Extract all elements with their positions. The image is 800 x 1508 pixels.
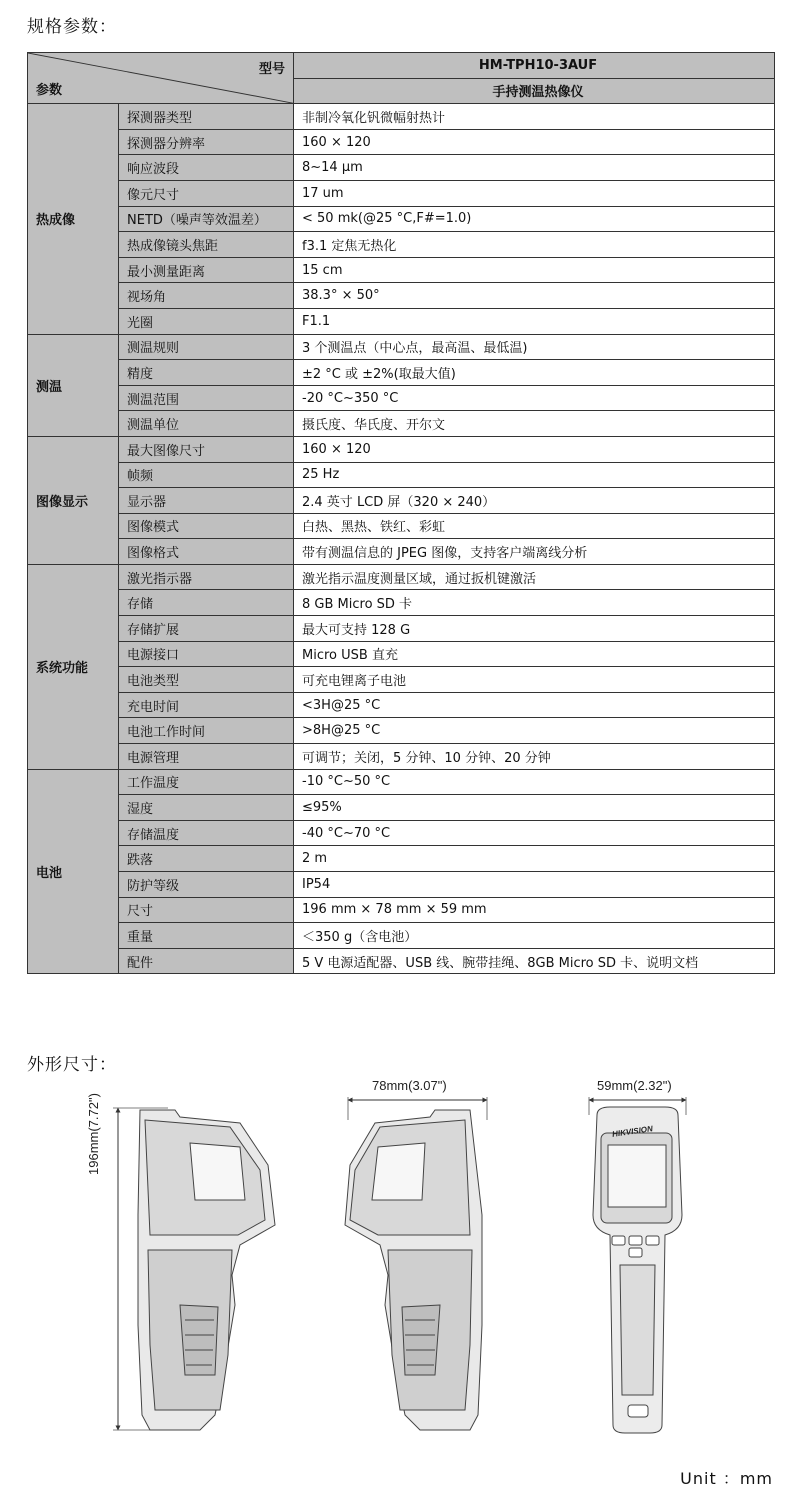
parameter-name-cell: 探测器类型 [119,104,294,130]
parameter-value-cell: -40 °C~70 °C [294,820,775,846]
parameter-name-cell: 最大图像尺寸 [119,436,294,462]
parameter-value-cell: 2 m [294,846,775,872]
parameter-value-cell: 激光指示温度测量区域，通过扳机键激活 [294,564,775,590]
table-row [28,872,775,898]
parameter-name-cell: 电池工作时间 [119,718,294,744]
parameter-value-cell: IP54 [294,872,775,898]
parameter-name-cell: 帧频 [119,462,294,488]
table-row [28,283,775,309]
parameter-name-cell: 视场角 [119,283,294,309]
table-row [28,718,775,744]
parameter-value-cell: ＜350 g（含电池） [294,923,775,949]
table-row [28,744,775,770]
parameter-name-cell: 热成像镜头焦距 [119,232,294,258]
parameter-value-cell: F1.1 [294,308,775,334]
parameter-name-cell: 探测器分辨率 [119,129,294,155]
front-view [589,1097,686,1433]
table-row [28,360,775,386]
parameter-name-cell: 防护等级 [119,872,294,898]
table-row [28,436,775,462]
parameter-name-cell: 图像格式 [119,539,294,565]
parameter-name-cell: 测温单位 [119,411,294,437]
parameter-value-cell: <3H@25 °C [294,692,775,718]
parameter-value-cell: 17 um [294,180,775,206]
parameter-name-cell: 图像模式 [119,513,294,539]
table-row [28,411,775,437]
dimensions-heading: 外形尺寸： [27,1055,117,1075]
parameter-name-cell: 重量 [119,923,294,949]
unit-label: Unit ：mm [680,1469,773,1488]
parameter-value-cell: -20 °C~350 °C [294,385,775,411]
parameter-name-cell: 显示器 [119,488,294,514]
side-view-right [345,1097,487,1430]
table-row [28,155,775,181]
parameter-name-cell: 测温规则 [119,334,294,360]
category-cell: 图像显示 [28,436,119,564]
table-row [28,334,775,360]
category-cell: 电池 [28,769,119,974]
table-row [28,948,775,974]
table-row [28,385,775,411]
parameter-value-cell: -10 °C~50 °C [294,769,775,795]
category-cell: 测温 [28,334,119,436]
table-row [28,513,775,539]
parameter-value-cell: 带有测温信息的 JPEG 图像，支持客户端离线分析 [294,539,775,565]
table-row [28,232,775,258]
table-row [28,308,775,334]
table-row [28,462,775,488]
table-row [28,820,775,846]
parameter-name-cell: 跌落 [119,846,294,872]
header-diagonal-line [28,53,293,103]
width-dimension-label: 78mm(3.07") [372,1078,447,1093]
model-number: HM-TPH10-3AUF [294,53,775,79]
parameter-value-cell: 2.4 英寸 LCD 屏（320 × 240） [294,488,775,514]
spec-table [27,52,775,974]
table-row [28,488,775,514]
table-row [28,667,775,693]
brand-logo: HIKVISION [611,1124,654,1139]
parameter-value-cell: 5 V 电源适配器、USB 线、腕带挂绳、8GB Micro SD 卡、说明文档 [294,948,775,974]
parameter-value-cell: 15 cm [294,257,775,283]
table-row [28,923,775,949]
device-drawings-svg [0,1075,800,1475]
spec-heading: 规格参数： [27,17,117,37]
parameter-name-cell: 光圈 [119,308,294,334]
parameter-name-cell: 配件 [119,948,294,974]
parameter-name-cell: 激光指示器 [119,564,294,590]
parameter-name-cell: 最小测量距离 [119,257,294,283]
table-row [28,539,775,565]
header-param-label: 参数 [36,83,63,99]
table-row [28,897,775,923]
parameter-value-cell: 8~14 μm [294,155,775,181]
table-row [28,641,775,667]
parameter-value-cell: 8 GB Micro SD 卡 [294,590,775,616]
parameter-value-cell: 可充电锂离子电池 [294,667,775,693]
header-corner-cell [28,53,294,104]
parameter-name-cell: 测温范围 [119,385,294,411]
parameter-name-cell: 电源管理 [119,744,294,770]
table-row [28,180,775,206]
parameter-name-cell: NETD（噪声等效温差） [119,206,294,232]
parameter-name-cell: 存储温度 [119,820,294,846]
product-name: 手持测温热像仪 [294,78,775,104]
table-row [28,795,775,821]
height-dimension-label: 196mm(7.72") [86,1093,101,1175]
parameter-name-cell: 存储扩展 [119,616,294,642]
table-row [28,206,775,232]
parameter-name-cell: 电源接口 [119,641,294,667]
parameter-value-cell: 160 × 120 [294,129,775,155]
table-row [28,129,775,155]
category-cell: 热成像 [28,104,119,334]
table-row [28,257,775,283]
table-row [28,616,775,642]
parameter-value-cell: 3 个测温点（中心点，最高温、最低温) [294,334,775,360]
parameter-value-cell: 可调节；关闭，5 分钟、10 分钟、20 分钟 [294,744,775,770]
table-row [28,564,775,590]
parameter-name-cell: 精度 [119,360,294,386]
parameter-value-cell: < 50 mk(@25 °C,F#=1.0) [294,206,775,232]
parameter-name-cell: 电池类型 [119,667,294,693]
category-cell: 系统功能 [28,564,119,769]
parameter-value-cell: 160 × 120 [294,436,775,462]
parameter-value-cell: 196 mm × 78 mm × 59 mm [294,897,775,923]
parameter-name-cell: 存储 [119,590,294,616]
parameter-name-cell: 响应波段 [119,155,294,181]
parameter-value-cell: 最大可支持 128 G [294,616,775,642]
parameter-value-cell: 38.3° × 50° [294,283,775,309]
parameter-name-cell: 湿度 [119,795,294,821]
depth-dimension-label: 59mm(2.32") [597,1078,672,1093]
table-row [28,846,775,872]
parameter-value-cell: 25 Hz [294,462,775,488]
table-row [28,590,775,616]
table-row [28,104,775,130]
side-view-left [113,1108,275,1430]
parameter-value-cell: ±2 °C 或 ±2%(取最大值) [294,360,775,386]
table-row [28,692,775,718]
parameter-value-cell: Micro USB 直充 [294,641,775,667]
parameter-value-cell: 白热、黑热、铁红、彩虹 [294,513,775,539]
parameter-value-cell: f3.1 定焦无热化 [294,232,775,258]
parameter-value-cell: ≤95% [294,795,775,821]
parameter-name-cell: 尺寸 [119,897,294,923]
parameter-value-cell: 摄氏度、华氏度、开尔文 [294,411,775,437]
parameter-value-cell: 非制冷氧化钒微幅射热计 [294,104,775,130]
header-model-label: 型号 [258,62,285,77]
parameter-name-cell: 工作温度 [119,769,294,795]
dimension-drawings [0,1075,800,1475]
parameter-name-cell: 像元尺寸 [119,180,294,206]
parameter-value-cell: >8H@25 °C [294,718,775,744]
table-row [28,769,775,795]
parameter-name-cell: 充电时间 [119,692,294,718]
